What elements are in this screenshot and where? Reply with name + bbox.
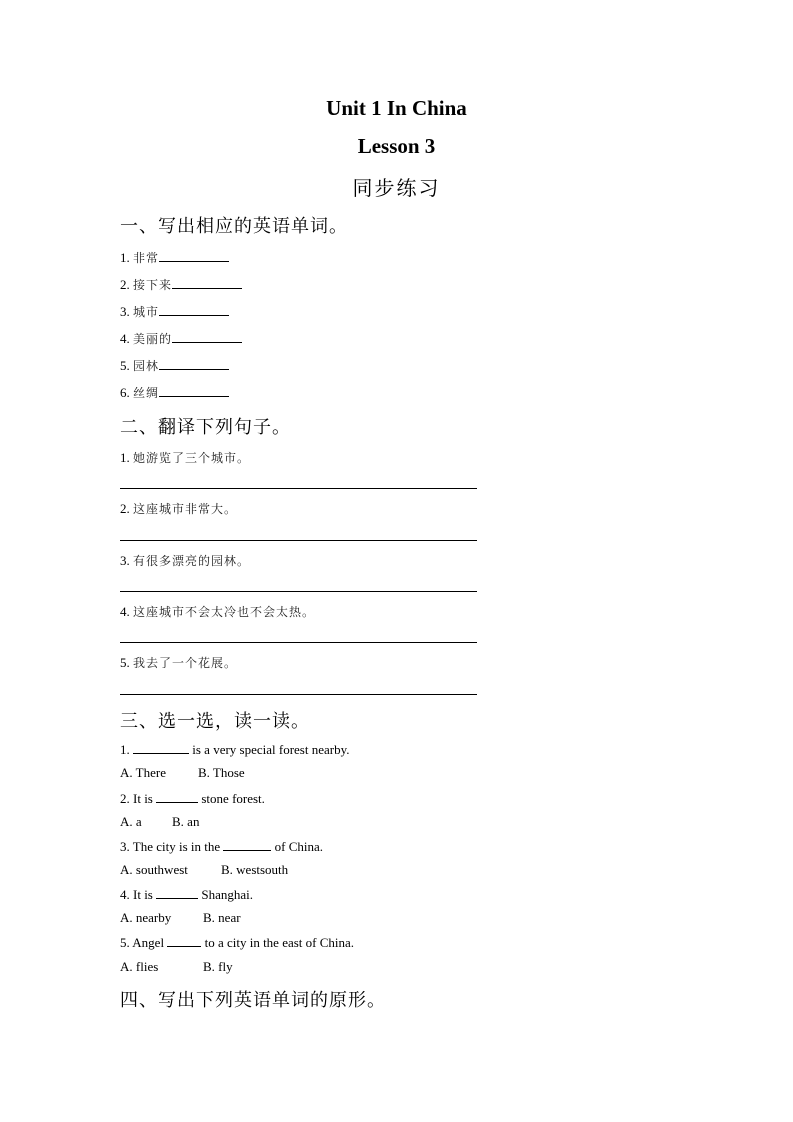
section1-heading: 一、写出相应的英语单词。 bbox=[120, 216, 348, 237]
list-item bbox=[120, 303, 229, 320]
item-text: 她游览了三个城市。 bbox=[133, 451, 251, 465]
answer-blank[interactable] bbox=[133, 741, 189, 754]
item-text: 城市 bbox=[133, 305, 160, 319]
question-before: It is bbox=[133, 887, 153, 902]
question-number: 1. bbox=[120, 742, 130, 757]
question-after: of China. bbox=[274, 839, 324, 854]
page-title: Unit 1 In China bbox=[326, 96, 467, 120]
section2-heading: 二、翻译下列句子。 bbox=[120, 417, 291, 438]
list-item bbox=[120, 276, 242, 293]
lesson-title: Lesson 3 bbox=[357, 134, 436, 158]
answer-blank[interactable] bbox=[159, 249, 229, 262]
item-number: 4. bbox=[120, 604, 130, 619]
item-number: 1. bbox=[120, 450, 130, 465]
answer-line[interactable] bbox=[120, 488, 477, 489]
question bbox=[120, 886, 253, 903]
item-number: 2. bbox=[120, 277, 130, 292]
question-number: 5. bbox=[120, 935, 130, 950]
page-subtitle: 同步练习 bbox=[352, 176, 441, 200]
options bbox=[120, 814, 199, 830]
answer-blank[interactable] bbox=[167, 934, 201, 947]
answer-line[interactable] bbox=[120, 642, 477, 643]
list-item bbox=[120, 500, 237, 517]
question-after: to a city in the east of China. bbox=[204, 935, 355, 950]
item-number: 2. bbox=[120, 501, 130, 516]
options bbox=[120, 910, 241, 926]
option-b[interactable]: B. an bbox=[172, 814, 200, 829]
item-text: 有很多漂亮的园林。 bbox=[133, 554, 251, 568]
list-item bbox=[120, 449, 250, 466]
item-text: 美丽的 bbox=[133, 332, 173, 346]
option-b[interactable]: B. Those bbox=[198, 765, 245, 780]
answer-line[interactable] bbox=[120, 540, 477, 541]
option-b[interactable]: B. fly bbox=[203, 959, 233, 974]
item-text: 这座城市不会太冷也不会太热。 bbox=[133, 605, 316, 619]
question-after: is a very special forest nearby. bbox=[192, 742, 350, 757]
option-b[interactable]: B. westsouth bbox=[221, 862, 289, 877]
item-text: 接下来 bbox=[133, 278, 173, 292]
item-text: 我去了一个花展。 bbox=[133, 656, 238, 670]
item-text: 这座城市非常大。 bbox=[133, 502, 238, 516]
item-number: 6. bbox=[120, 385, 130, 400]
list-item bbox=[120, 249, 229, 266]
options bbox=[120, 959, 233, 975]
answer-blank[interactable] bbox=[159, 384, 229, 397]
list-item bbox=[120, 654, 237, 671]
item-text: 园林 bbox=[133, 359, 160, 373]
question-after: Shanghai. bbox=[201, 887, 254, 902]
list-item bbox=[120, 384, 229, 401]
question bbox=[120, 838, 323, 855]
question-before: Angel bbox=[132, 935, 165, 950]
answer-line[interactable] bbox=[120, 591, 477, 592]
answer-blank[interactable] bbox=[172, 276, 242, 289]
item-text: 丝绸 bbox=[133, 386, 160, 400]
option-a[interactable]: A. flies bbox=[120, 959, 159, 974]
question-before: The city is in the bbox=[132, 839, 221, 854]
answer-blank[interactable] bbox=[156, 886, 198, 899]
question bbox=[120, 790, 265, 807]
question-number: 2. bbox=[120, 791, 130, 806]
answer-blank[interactable] bbox=[223, 838, 271, 851]
answer-blank[interactable] bbox=[159, 303, 229, 316]
option-a[interactable]: A. There bbox=[120, 765, 166, 780]
item-number: 5. bbox=[120, 358, 130, 373]
list-item bbox=[120, 552, 250, 569]
option-a[interactable]: A. a bbox=[120, 814, 142, 829]
option-b[interactable]: B. near bbox=[203, 910, 241, 925]
question-before: It is bbox=[133, 791, 153, 806]
item-number: 5. bbox=[120, 655, 130, 670]
options bbox=[120, 862, 288, 878]
options bbox=[120, 765, 245, 781]
option-a[interactable]: A. nearby bbox=[120, 910, 172, 925]
list-item bbox=[120, 603, 315, 620]
list-item bbox=[120, 357, 229, 374]
item-number: 3. bbox=[120, 553, 130, 568]
question-after: stone forest. bbox=[201, 791, 265, 806]
item-number: 4. bbox=[120, 331, 130, 346]
question-number: 4. bbox=[120, 887, 130, 902]
question bbox=[120, 741, 350, 758]
item-text: 非常 bbox=[133, 251, 160, 265]
question-number: 3. bbox=[120, 839, 130, 854]
option-a[interactable]: A. southwest bbox=[120, 862, 188, 877]
section3-heading: 三、选一选，读一读。 bbox=[120, 711, 310, 732]
item-number: 3. bbox=[120, 304, 130, 319]
answer-blank[interactable] bbox=[156, 790, 198, 803]
list-item bbox=[120, 330, 242, 347]
answer-blank[interactable] bbox=[172, 330, 242, 343]
answer-blank[interactable] bbox=[159, 357, 229, 370]
question bbox=[120, 934, 354, 951]
item-number: 1. bbox=[120, 250, 130, 265]
answer-line[interactable] bbox=[120, 694, 477, 695]
section4-heading: 四、写出下列英语单词的原形。 bbox=[120, 990, 386, 1011]
